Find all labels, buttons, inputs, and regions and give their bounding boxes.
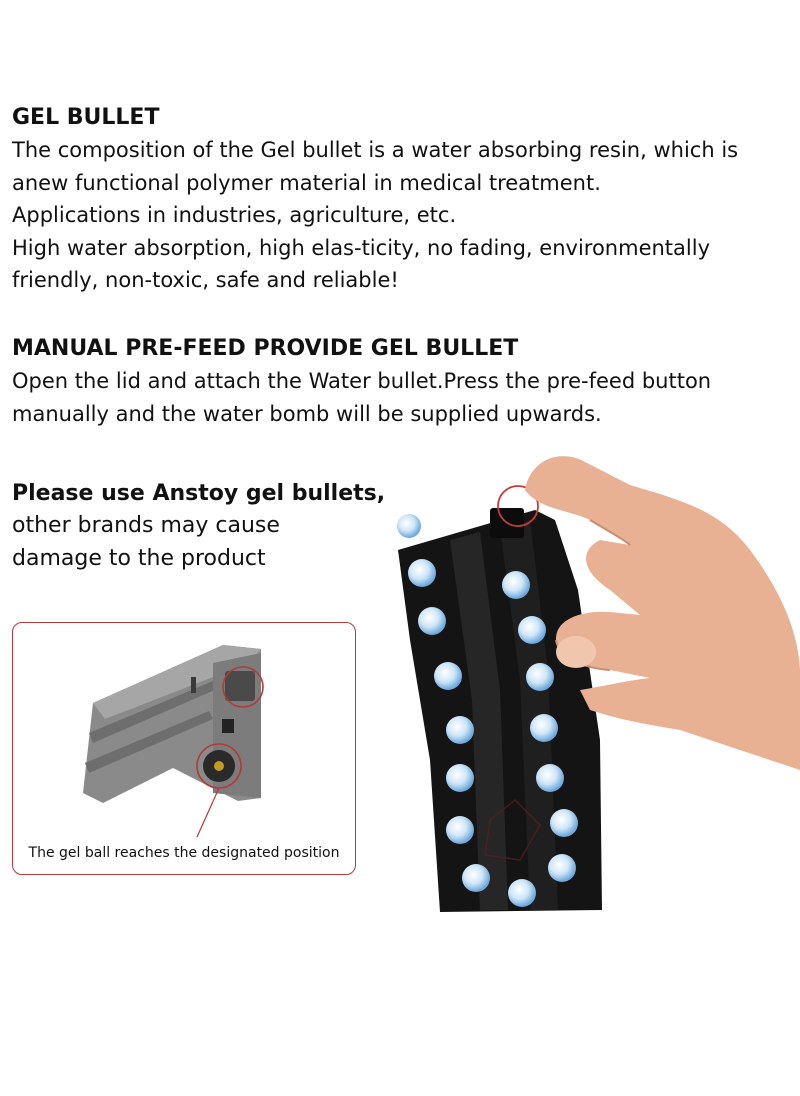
pre-feed-text-line-2: manually and the water bomb will be supplied upwards. <box>12 401 602 426</box>
brand-warning-line-1: other brands may cause <box>12 513 280 538</box>
pre-feed-text-line-1: Open the lid and attach the Water bullet.Press the pre-feed button <box>12 369 712 393</box>
magazine-detail-inset <box>12 622 356 875</box>
gel-bullet-text-line-1: The composition of the Gel bullet is a water absorbing resin, which is <box>12 138 739 162</box>
hand-holding-magazine-illustration <box>380 440 800 920</box>
inset-caption: The gel ball reaches the designated position <box>28 845 340 861</box>
gel-bullet-section <box>12 102 788 297</box>
gel-bullet-heading: GEL BULLET <box>12 105 160 130</box>
pre-feed-section <box>12 333 788 430</box>
pre-feed-heading: MANUAL PRE-FEED PROVIDE GEL BULLET <box>12 336 519 361</box>
brand-warning-line-2: damage to the product <box>12 545 266 571</box>
gray-magazine-illustration <box>13 623 356 875</box>
brand-warning-heading: Please use Anstoy gel bullets, <box>12 481 386 506</box>
gel-bullet-text-line-3: Applications in industries, agriculture, etc. <box>12 203 457 227</box>
gel-bullet-text-line-5: friendly, non-toxic, safe and reliable! <box>12 268 399 292</box>
gel-bullet-text-line-4: High water absorption, high elas-ticity, no fading, environmentally <box>12 235 710 260</box>
gel-bullet-text-line-2: anew functional polymer material in medical treatment. <box>12 170 601 195</box>
